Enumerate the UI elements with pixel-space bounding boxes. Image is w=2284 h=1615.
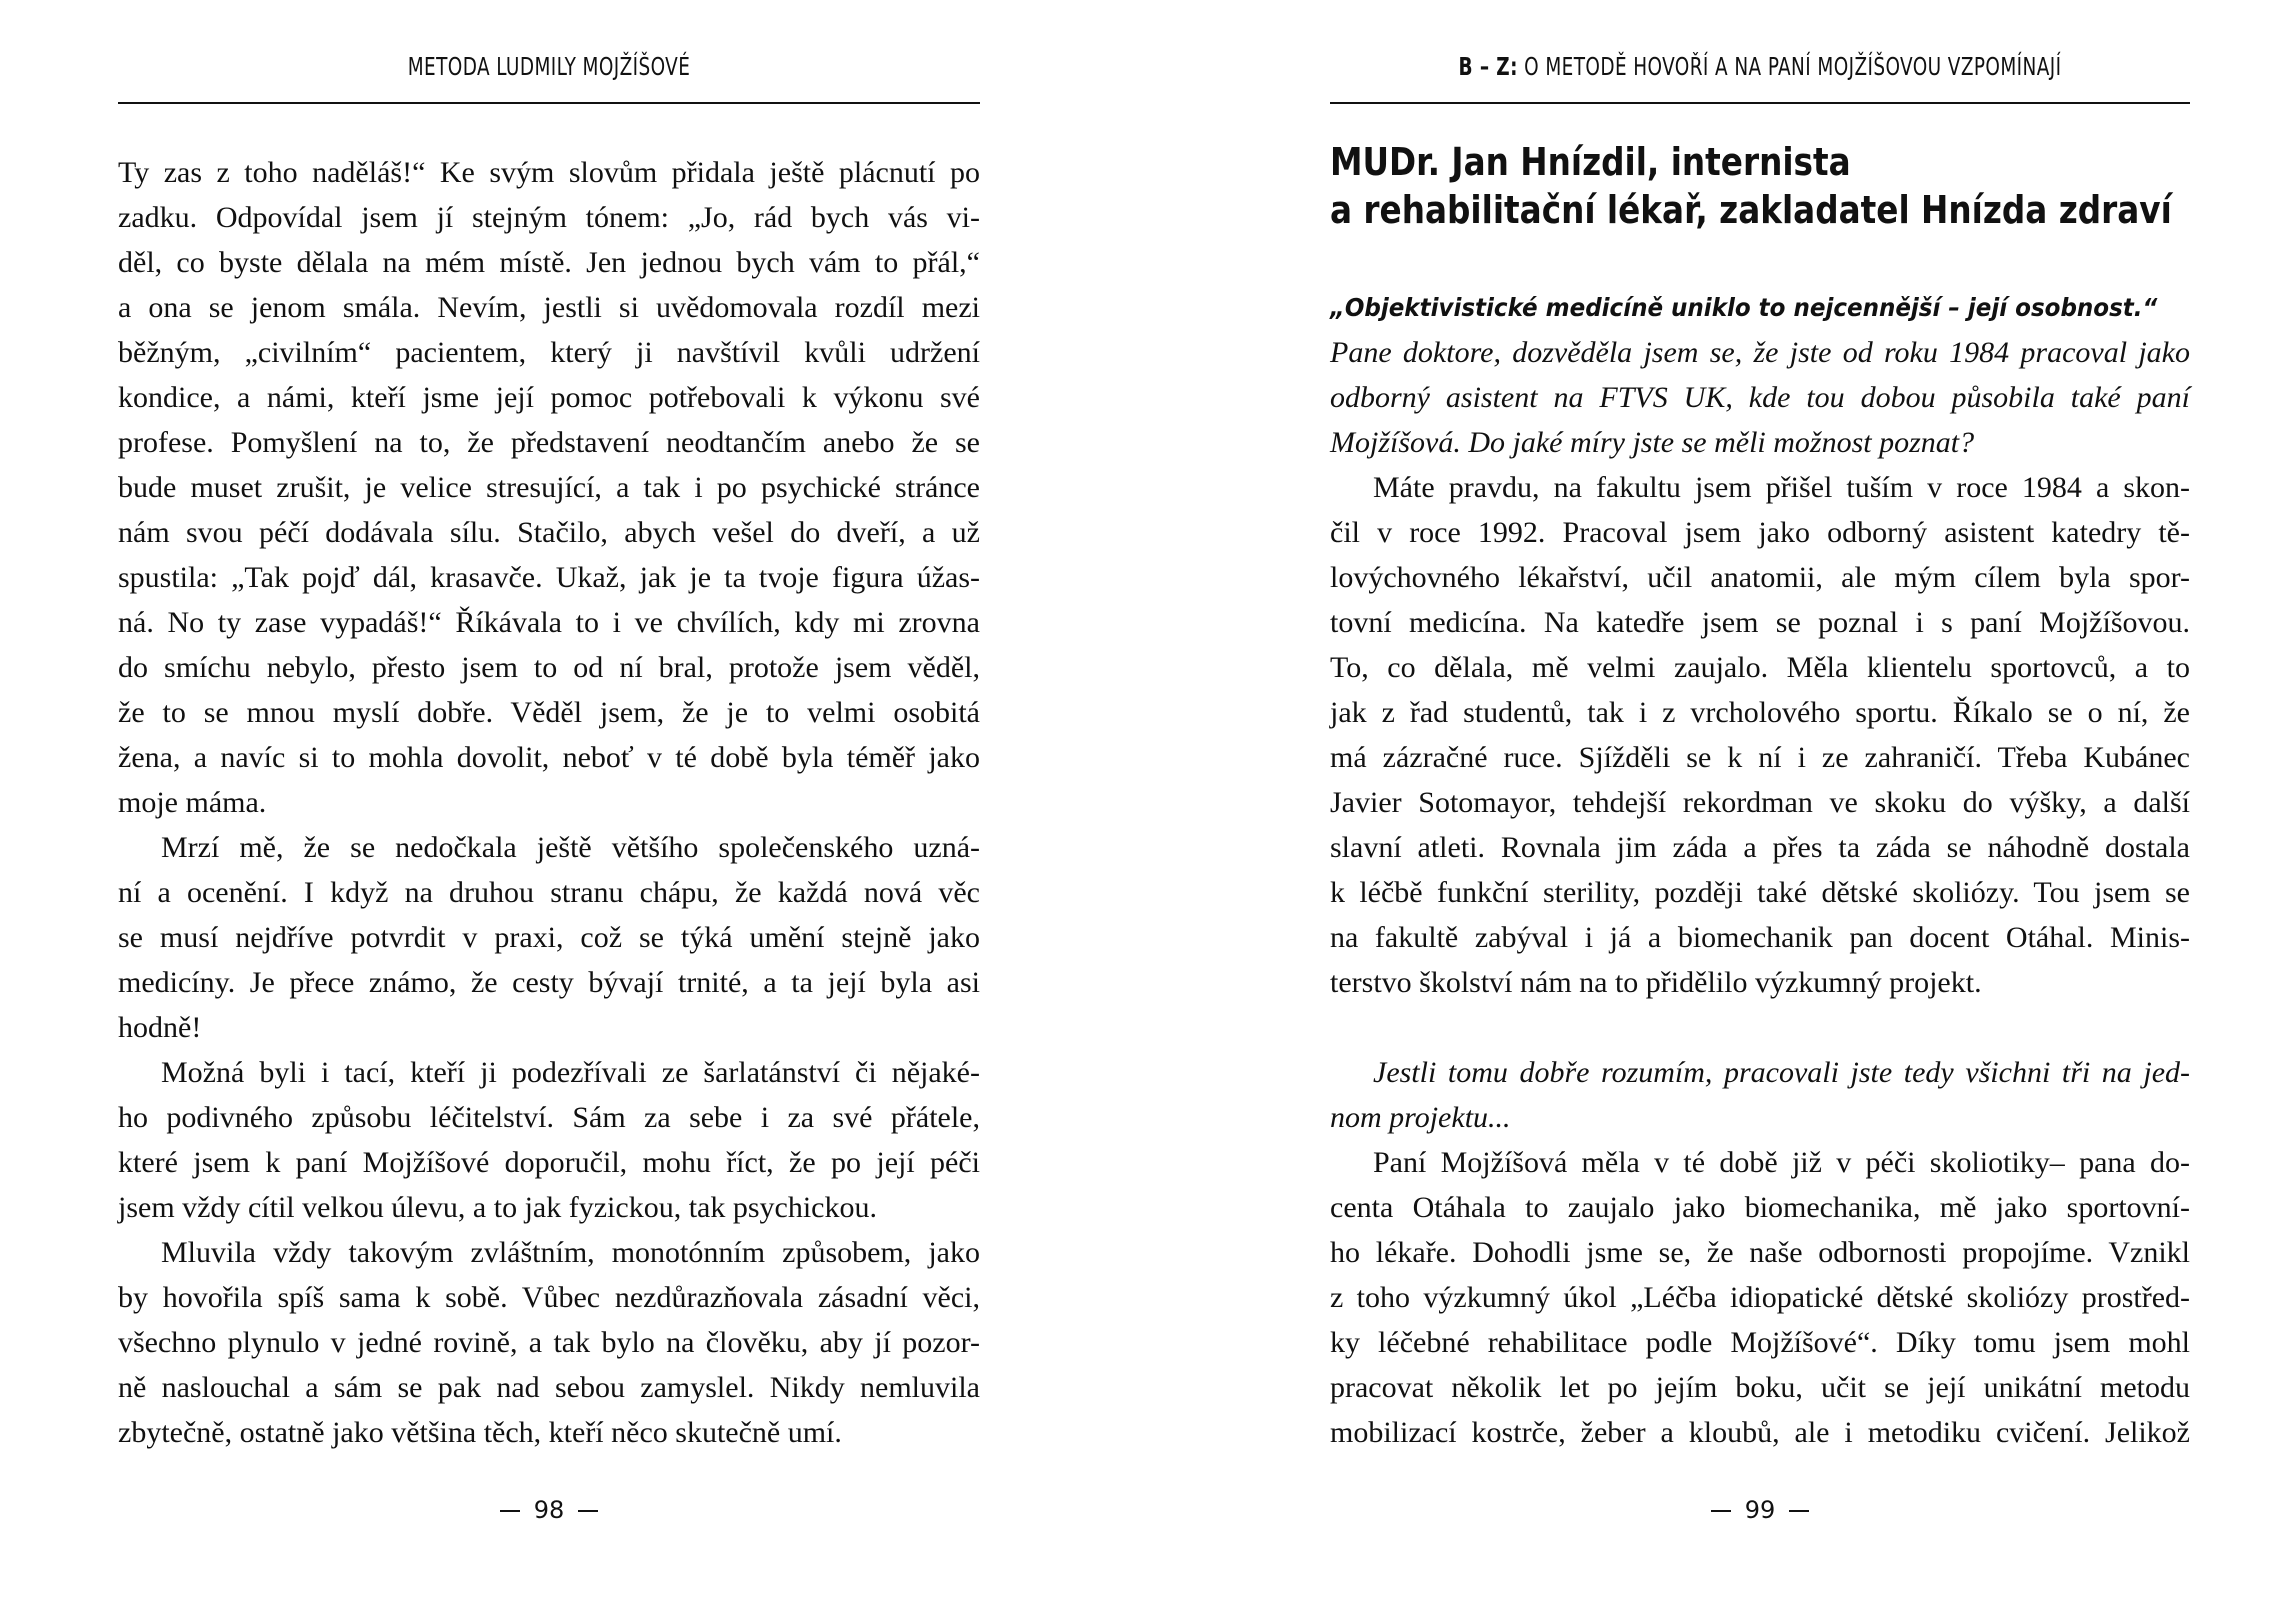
chapter-heading	[1330, 138, 2190, 234]
text-line: by hovořila spíš sama k sobě. Vůbec nezdůrazňovala zásadní věci,	[118, 1281, 980, 1314]
text-line: ná. No ty zase vypadáš!“ Říkávala to i ve chvílích, kdy mi zrovna	[118, 606, 980, 639]
question-line: Mojžíšová. Do jaké míry jste se měli možnost poznat?	[1330, 426, 1975, 459]
answer-line: na fakultě zabýval i já a biomechanik pan docent Otáhal. Minis-	[1330, 921, 2190, 954]
answer-line: pracovat několik let po jejím boku, učit se její unikátní metodu	[1330, 1371, 2190, 1404]
question-line: nom projektu...	[1330, 1101, 1511, 1134]
answer-line: jak z řad studentů, tak i z vrcholového sportu. Říkalo se o ní, že	[1330, 696, 2190, 729]
answer-line: Javier Sotomayor, tehdejší rekordman ve skoku do výšky, a další	[1330, 786, 2190, 819]
heading-line: a rehabilitační lékař, zakladatel Hnízda zdraví	[1330, 188, 2172, 232]
text-line: spustila: „Tak pojď dál, krasavče. Ukaž, jak je ta tvoje figura úžas-	[118, 561, 980, 594]
answer-line: To, co dělala, mě velmi zaujalo. Měla klientelu sportovců, a to	[1330, 651, 2190, 684]
text-line: ho podivného způsobu léčitelství. Sám za sebe i za své přátele,	[118, 1101, 980, 1134]
text-line: zadku. Odpovídal jsem jí stejným tónem: „Jo, rád bych vás vi-	[118, 201, 980, 234]
answer-line: terstvo školství nám na to přidělilo výzkumný projekt.	[1330, 966, 1982, 999]
text-line: děl, co byste dělala na mém místě. Jen jednou bych vám to přál,“	[118, 246, 980, 279]
text-line: se musí nejdříve potvrdit v praxi, což se týká umění stejně jako	[118, 921, 980, 954]
question-line: odborný asistent na FTVS UK, kde tou dobou působila také paní	[1330, 381, 2190, 414]
text-line: profese. Pomyšlení na to, že představení neodtančím anebo že se	[118, 426, 980, 459]
text-line: že to se mnou myslí dobře. Věděl jsem, že je to velmi osobitá	[118, 696, 980, 729]
text-line: Mluvila vždy takovým zvláštním, monotónním způsobem, jako	[161, 1236, 980, 1269]
page-number-left	[118, 1496, 980, 1524]
text-line: žena, a navíc si to mohla dovolit, neboť v té době byla téměř jako	[118, 741, 980, 774]
text-line: Ty zas z toho naděláš!“ Ke svým slovům přidala ještě plácnutí po	[118, 156, 980, 189]
paragraph-gap	[1330, 1005, 2190, 1050]
question-line: Jestli tomu dobře rozumím, pracovali jste tedy všichni tři na jed-	[1373, 1056, 2190, 1089]
text-line: do smíchu nebylo, přesto jsem to od ní bral, protože jsem věděl,	[118, 651, 980, 684]
running-head-text: O METODĚ HOVOŘÍ A NA PANÍ MOJŽÍŠOVOU VZPOMÍNAJÍ	[1524, 52, 2062, 81]
page-number-right	[1330, 1496, 2190, 1524]
text-line: nám svou péčí dodávala sílu. Stačilo, abych vešel do dveří, a už	[118, 516, 980, 549]
answer-line: tovní medicína. Na katedře jsem se poznal i s paní Mojžíšovou.	[1330, 606, 2190, 639]
answer-line: lovýchovného lékařství, učil anatomii, ale mým cílem byla spor-	[1330, 561, 2190, 594]
text-line: ní a ocenění. I když na druhou stranu chápu, že každá nová věc	[118, 876, 980, 909]
answer-line: k léčbě funkční sterility, později také dětské skoliózy. Tou jsem se	[1330, 876, 2190, 909]
answer-line: čil v roce 1992. Pracoval jsem jako odborný asistent katedry tě-	[1330, 516, 2190, 549]
answer-line: slavní atleti. Rovnala jim záda a přes ta záda se náhodně dostala	[1330, 831, 2190, 864]
dash-icon	[500, 1510, 520, 1512]
body-text	[118, 150, 980, 1455]
body-text	[1330, 285, 2190, 1455]
page-number-text: 99	[1744, 1496, 1776, 1524]
page-number-text: 98	[533, 1496, 565, 1524]
text-line: jsem vždy cítil velkou úlevu, a to jak fyzickou, tak psychickou.	[118, 1191, 877, 1224]
running-head-text: METODA LUDMILY MOJŽÍŠOVÉ	[407, 52, 691, 81]
running-head-left	[196, 52, 903, 81]
text-line: ně naslouchal a sám se pak nad sebou zamyslel. Nikdy nemluvila	[118, 1371, 980, 1404]
header-rule	[1330, 102, 2190, 104]
question-line: Pane doktore, dozvěděla jsem se, že jste od roku 1984 pracoval jako	[1330, 336, 2190, 369]
text-line: Mrzí mě, že se nedočkala ještě většího společenského uzná-	[161, 831, 980, 864]
text-line: moje máma.	[118, 786, 267, 819]
text-line: běžným, „civilním“ pacientem, který ji navštívil kvůli udržení	[118, 336, 980, 369]
text-line: kondice, a námi, kteří jsme její pomoc potřebovali k výkonu své	[118, 381, 980, 414]
dash-icon	[1711, 1510, 1731, 1512]
running-head-prefix: B – Z:	[1458, 52, 1518, 81]
answer-line: mobilizací kostrče, žeber a kloubů, ale i metodiku cvičení. Jelikož	[1330, 1416, 2190, 1449]
text-line: a ona se jenom smála. Nevím, jestli si uvědomovala rozdíl mezi	[118, 291, 980, 324]
text-line: hodně!	[118, 1011, 202, 1044]
text-line: které jsem k paní Mojžíšové doporučil, mohu říct, že po její péči	[118, 1146, 980, 1179]
header-rule	[118, 102, 980, 104]
answer-line: Paní Mojžíšová měla v té době již v péči skoliotiky– pana do-	[1373, 1146, 2190, 1179]
answer-line: ho lékaře. Dohodli jsme se, že naše odbornosti propojíme. Vznikl	[1330, 1236, 2190, 1269]
right-page	[1330, 0, 2190, 1615]
dash-icon	[1789, 1510, 1809, 1512]
answer-line: ky léčebné rehabilitace podle Mojžíšové“. Díky tomu jsem mohl	[1330, 1326, 2190, 1359]
answer-line: centa Otáhala to zaujalo jako biomechanika, mě jako sportovní-	[1330, 1191, 2190, 1224]
text-line: zbytečně, ostatně jako většina těch, kteří něco skutečně umí.	[118, 1416, 842, 1449]
answer-line: má zázračné ruce. Sjížděli se k ní i ze zahraničí. Třeba Kubánec	[1330, 741, 2190, 774]
running-head-right	[1407, 52, 2112, 81]
answer-line: Máte pravdu, na fakultu jsem přišel tuším v roce 1984 a skon-	[1373, 471, 2190, 504]
left-page	[118, 0, 980, 1615]
text-line: Možná byli i tací, kteří ji podezřívali ze šarlatánství či nějaké-	[161, 1056, 980, 1089]
dash-icon	[578, 1510, 598, 1512]
text-line: medicíny. Je přece známo, že cesty bývají trnité, a ta její byla asi	[118, 966, 980, 999]
heading-line: MUDr. Jan Hnízdil, internista	[1330, 140, 1851, 184]
text-line: bude muset zrušit, je velice stresující, a tak i po psychické stránce	[118, 471, 980, 504]
answer-line: z toho výzkumný úkol „Léčba idiopatické dětské skoliózy prostřed-	[1330, 1281, 2190, 1314]
text-line: všechno plynulo v jedné rovině, a tak bylo na člověku, aby jí pozor-	[118, 1326, 980, 1359]
lead-quote: „Objektivistické medicíně uniklo to nejcennější – její osobnost.“	[1330, 293, 2158, 322]
